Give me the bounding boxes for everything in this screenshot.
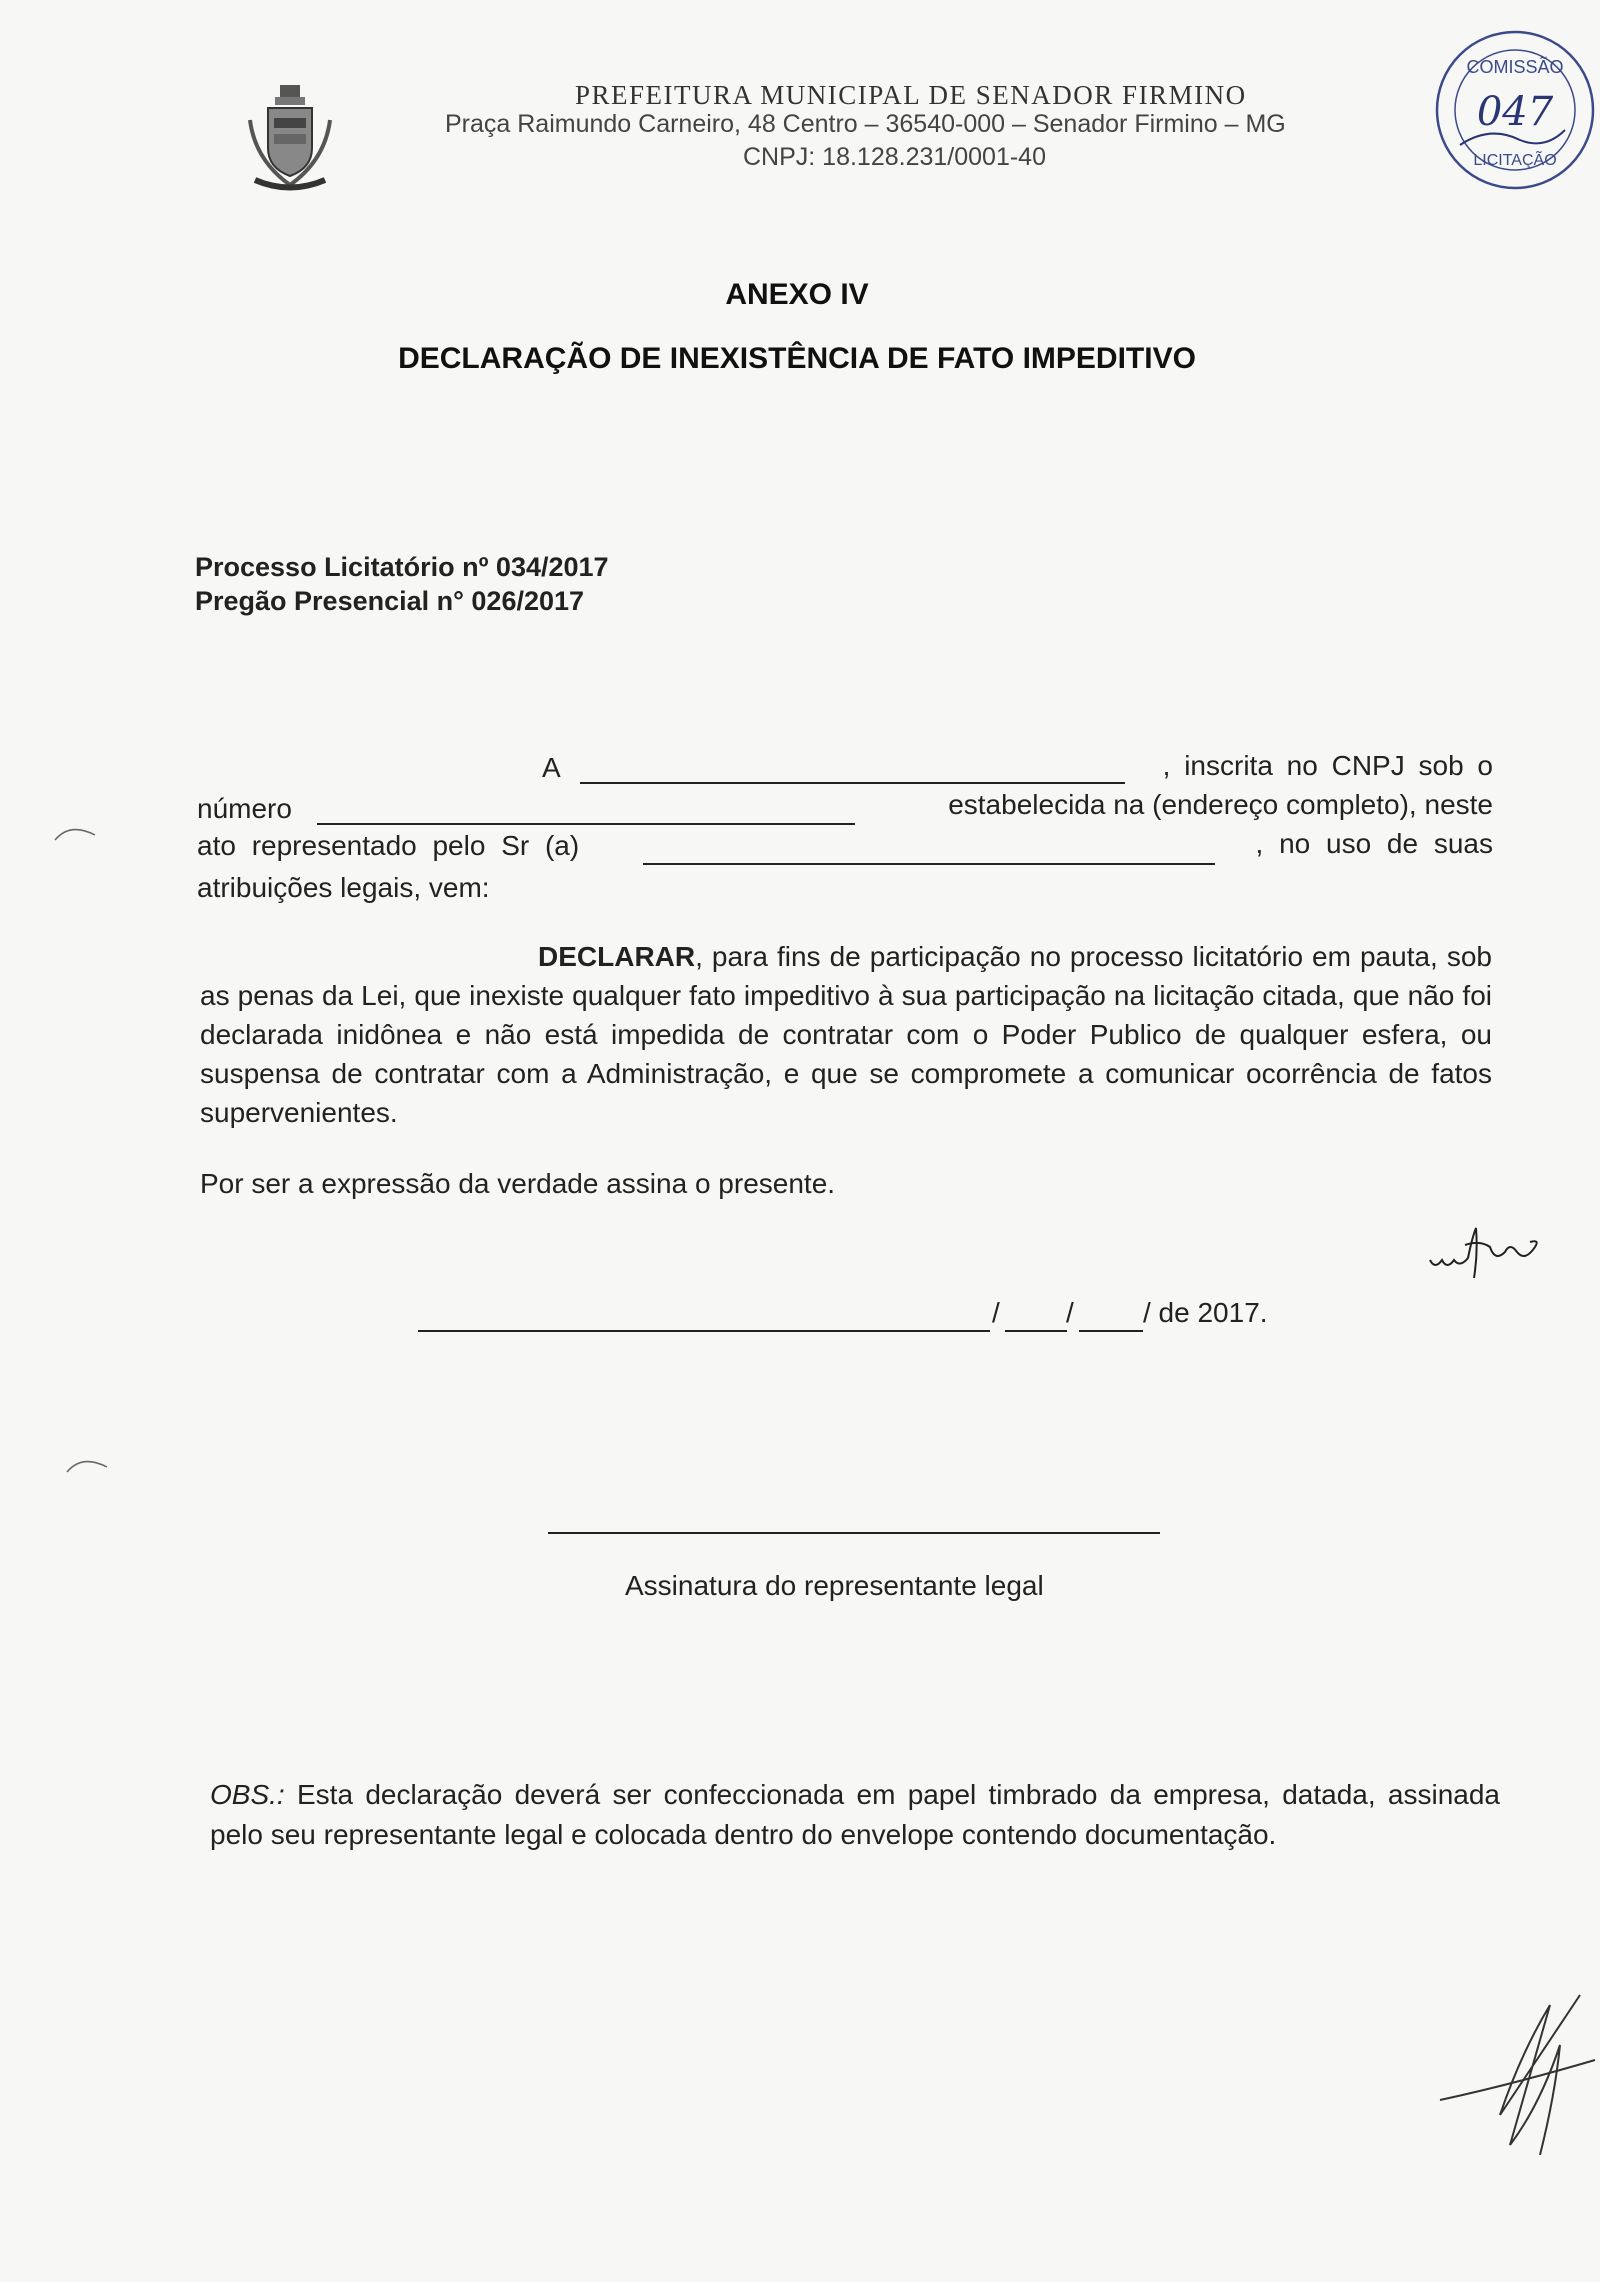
month-line <box>1079 1330 1143 1332</box>
document-subtitle: DECLARAÇÃO DE INEXISTÊNCIA DE FATO IMPEDITIVO <box>398 342 1196 375</box>
header-org-name: PREFEITURA MUNICIPAL DE SENADOR FIRMINO <box>575 80 1247 110</box>
obs-text: Esta declaração deverá ser confeccionada em papel timbrado da empresa, datada, assinada pelo seu representante legal e colocada dentro do envelope contendo documentação. <box>210 1779 1500 1850</box>
declarar-keyword: DECLARAR <box>538 941 696 972</box>
uso-label: , no uso de suas <box>1255 828 1493 859</box>
date-sep-2: / <box>1066 1297 1074 1328</box>
representado-label: ato representado pelo Sr (a) <box>197 830 580 861</box>
obs-label: OBS.: <box>210 1779 285 1810</box>
numero-label: número <box>197 793 292 824</box>
day-line <box>1005 1330 1067 1332</box>
representative-name-line <box>643 863 1215 865</box>
stamp-bottom-text: LICITAÇÃO <box>1473 152 1557 169</box>
stamp-top-text: COMISSÃO <box>1466 57 1564 77</box>
signature-line <box>548 1532 1160 1534</box>
process-number: Processo Licitatório nº 034/2017 <box>195 552 609 582</box>
document-title: ANEXO IV <box>725 278 869 311</box>
company-name-line <box>580 782 1125 784</box>
commission-stamp <box>1420 25 1600 195</box>
initials-handwriting <box>1425 1215 1555 1285</box>
a-label: A <box>542 752 561 783</box>
coat-of-arms-icon <box>240 80 340 200</box>
stamp-number: 047 <box>1476 89 1554 135</box>
pregao-number: Pregão Presencial n° 026/2017 <box>195 586 585 616</box>
signature-label: Assinatura do representante legal <box>625 1570 1044 1601</box>
estabelecida-label: estabelecida na (endereço completo), neste <box>948 789 1493 820</box>
declaration-text: , para fins de participação no processo licitatório em pauta, sob as penas da Lei, que inexiste qualquer fato impeditivo à sua participação na licitação citada, que não foi declarada inidônea e não está impedida de contratar com o Poder Publico de qualquer esfera, ou suspensa de contratar com a Administração, e que se compromete a comunicar ocorrência de fatos supervenientes. <box>200 941 1492 1128</box>
cnpj-label: , inscrita no CNPJ sob o <box>1162 750 1493 781</box>
scan-mark <box>50 815 100 845</box>
location-line <box>418 1330 990 1332</box>
scan-mark <box>62 1447 112 1477</box>
rubrica-signature <box>1430 1985 1600 2155</box>
obs-note <box>210 1775 1500 1855</box>
date-suffix: / de 2017. <box>1143 1297 1268 1328</box>
header-cnpj: CNPJ: 18.128.231/0001-40 <box>743 143 1046 171</box>
closing-statement: Por ser a expressão da verdade assina o presente. <box>200 1168 836 1199</box>
header-address: Praça Raimundo Carneiro, 48 Centro – 36540-000 – Senador Firmino – MG <box>445 110 1286 138</box>
cnpj-number-line <box>317 823 855 825</box>
date-sep-1: / <box>992 1297 1000 1328</box>
declaration-paragraph <box>200 937 1492 1132</box>
atribuicoes-label: atribuições legais, vem: <box>197 872 490 903</box>
